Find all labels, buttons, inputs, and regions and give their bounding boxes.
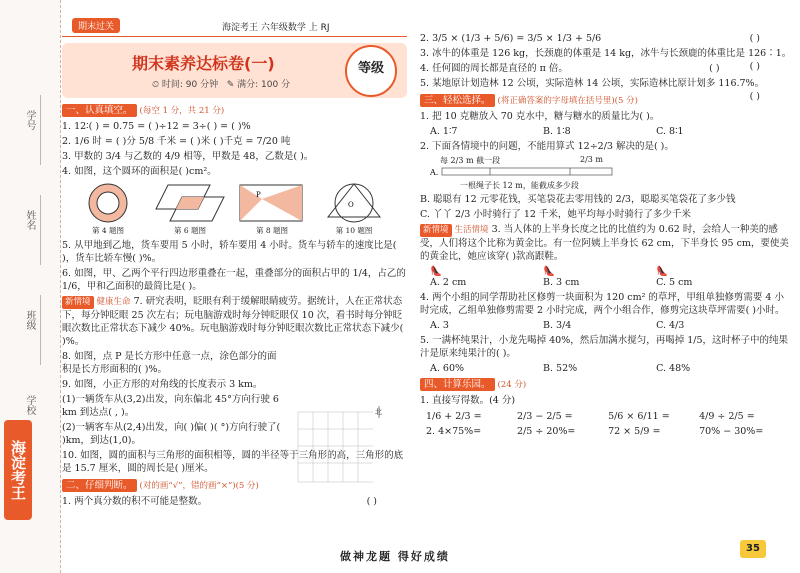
judge-question-4-text: 4. 任何圆的周长都是直径的 π 倍。 xyxy=(420,63,568,74)
judge-question-2 xyxy=(420,32,790,45)
option-c[interactable]: C. 48% xyxy=(656,363,691,374)
footer-slogan: 做神龙题 得好成绩 xyxy=(340,550,450,563)
question-10: 10. 如图，圆的面积与三角形的面积相等，圆的半径等于三角形的高，三角形的底是 15.7 厘米，圆的周长是( )厘米。 xyxy=(62,450,404,474)
title-banner xyxy=(62,43,407,98)
question-7-text: 7. 研究表明，眨眼有利于缓解眼睛疲劳。据统计，人在正常状态下，每分钟眨眼 25 次左右；玩电脑游戏时每分钟眨眼仅 10 次，看书时每分钟眨眼次数比正常状态下减少 40%。玩电脑游戏时每分钟眨眼次数比正常状态下减少( )%。 xyxy=(62,296,404,347)
rope-segment-label: 2/3 m xyxy=(580,155,604,164)
margin-line xyxy=(40,295,41,365)
section-note: (每空 1 分，共 21 分) xyxy=(139,106,225,116)
grade-badge: 等级 xyxy=(345,45,397,97)
binding-margin xyxy=(0,0,61,573)
section-heading xyxy=(420,94,790,108)
margin-label-name: 姓名 xyxy=(24,210,35,230)
svg-text:北: 北 xyxy=(375,408,382,416)
rope-caption: 一根绳子长 12 m，能截成多少段 xyxy=(460,181,579,190)
svg-text:A.: A. xyxy=(430,168,439,177)
parallelogram-figure xyxy=(154,181,226,236)
annulus-figure xyxy=(72,181,144,236)
section-title: 三、轻松选择。 xyxy=(420,94,495,107)
option-a[interactable]: A. 3 xyxy=(430,320,449,331)
option-b[interactable] xyxy=(543,266,653,288)
choice-question-4: 4. 两个小组的同学帮助社区修剪一块面积为 120 cm² 的草坪，甲组单独修剪需要 4 小时完成，乙组单独修剪需要 2 小时完成，两个小组合作，修剪完这块草坪需要( )小时。 xyxy=(420,292,785,316)
answer-bracket[interactable]: ( ) xyxy=(709,63,720,74)
figure-caption: 第 6 题图 xyxy=(173,226,207,235)
question-4: 4. 如图，这个圆环的面积是( )cm²。 xyxy=(62,166,217,177)
circle-triangle-figure xyxy=(318,181,390,236)
section-title: 二、仔细判断。 xyxy=(62,479,137,492)
margin-line xyxy=(40,195,41,265)
header-series: 海淀考王 六年级数学 上 RJ xyxy=(222,23,330,33)
section-title: 一、认真填空。 xyxy=(62,104,137,117)
rope-label: 每 2/3 m 截一段 xyxy=(440,156,501,165)
answer-bracket[interactable]: ( ) xyxy=(749,61,760,72)
choice-options xyxy=(430,320,790,331)
question-9: 9. 如图，小正方形的对角线的长度表示 3 km。 xyxy=(62,379,263,390)
question-9-part-1: (1)一辆货车从(3,2)出发，向东偏北 45°方向行驶 6 km 到达点( , )。 xyxy=(62,394,279,418)
figure-row xyxy=(62,181,407,236)
rope-diagram xyxy=(430,155,790,191)
score-icon: ✎ xyxy=(226,80,235,90)
calc-row-2 xyxy=(426,426,790,437)
section-note: (将正确答案的字母填在括号里)(5 分) xyxy=(497,96,638,106)
shoe-icon: 👠 xyxy=(430,266,442,277)
answer-bracket[interactable]: ( ) xyxy=(749,91,760,102)
rectangle-figure xyxy=(236,181,308,236)
option-b[interactable]: B. 3/4 xyxy=(543,320,572,331)
clock-icon: ⏲ xyxy=(152,80,160,90)
question-5: 5. 从甲地到乙地，货车要用 5 小时，轿车要用 4 小时。货车与轿车的速度比是( )，货车比轿车慢( )%。 xyxy=(62,240,397,264)
question-2: 2. 1/6 时 = ( )分 5/8 千米 = ( )米 ( )千克 = 7/20 吨 xyxy=(62,136,291,147)
option-a[interactable]: A. 1∶7 xyxy=(430,126,458,137)
section-title: 四、计算乐园。 xyxy=(420,378,495,391)
calc-subheading: 1. 直接写得数。(4 分) xyxy=(420,395,516,406)
new-context-tag: 新情境 xyxy=(62,296,94,309)
choice-option-2b[interactable]: B. 聪聪有 12 元零花钱，买笔袋花去零用钱的 2/3，聪聪买笔袋花了多少钱 xyxy=(420,194,736,205)
option-b-label: B. 3 cm xyxy=(543,277,580,288)
option-a[interactable] xyxy=(430,266,540,288)
rope-bar xyxy=(430,165,620,179)
new-context-tag: 新情境 xyxy=(420,224,452,237)
annulus-drawing xyxy=(72,181,144,225)
judge-question-2-text: 2. 3/5 × (1/3 + 5/6) = 3/5 × 1/3 + 5/6 xyxy=(420,33,602,44)
page-title: 期末素养达标卷(一) xyxy=(132,54,275,73)
choice-option-2c[interactable]: C. 丫丫 2/3 小时骑行了 12 千米，她平均每小时骑行了多少千米 xyxy=(420,209,691,220)
margin-label-student-number: 学号 xyxy=(24,110,35,130)
rectangle-drawing xyxy=(236,181,308,225)
section-heading xyxy=(62,104,407,118)
section-note: (24 分) xyxy=(497,380,527,390)
choice-question-5: 5. 一满杯纯果汁，小龙先喝掉 40%，然后加满水搅匀，再喝掉 1/5，这时杯子中的纯果汁是原来纯果汁的( )。 xyxy=(420,335,789,359)
option-b[interactable]: B. 1∶8 xyxy=(543,126,571,137)
choice-options xyxy=(430,266,790,288)
choice-options xyxy=(430,363,790,374)
svg-text:O: O xyxy=(348,201,354,209)
context-subtag: 生活情境 xyxy=(454,225,489,235)
answer-bracket[interactable]: ( ) xyxy=(749,33,760,44)
right-column xyxy=(420,30,790,441)
page-number: 35 xyxy=(740,540,766,558)
choice-question-1: 1. 把 10 克糖放入 70 克水中，糖与糖水的质量比为( )。 xyxy=(420,111,660,122)
calc-item: 70% − 30%= xyxy=(699,426,764,437)
section-heading xyxy=(420,378,790,392)
option-c[interactable]: C. 8∶1 xyxy=(656,126,684,137)
calc-item: 2. 4×75%= xyxy=(426,426,482,437)
option-c-label: C. 5 cm xyxy=(656,277,693,288)
parallelogram-drawing xyxy=(154,181,226,225)
option-b[interactable]: B. 52% xyxy=(543,363,578,374)
calc-item: 2/3 − 2/5 = xyxy=(517,411,573,422)
exam-score: 满分: 100 分 xyxy=(237,80,291,90)
choice-question-3 xyxy=(420,223,790,263)
coordinate-grid xyxy=(283,402,393,492)
calc-row-1 xyxy=(426,411,790,422)
calc-item: 4/9 ÷ 2/5 = xyxy=(699,411,755,422)
circle-triangle-drawing xyxy=(318,181,390,225)
question-3: 3. 甲数的 3/4 与乙数的 4/9 相等，甲数是 48，乙数是( )。 xyxy=(62,151,314,162)
choice-question-3-text: 3. 当人体的上半身长度之比的比值约为 0.62 时，会给人一种美的感受，人们将这个比称为黄金比。有一位阿姨上半身长 62 cm，下半身长 95 cm，要使美的黄金比，她应该穿( )款高跟鞋。 xyxy=(420,224,789,262)
margin-label-school: 学校 xyxy=(24,395,35,415)
section-note: (对的画“√”，错的画“×”)(5 分) xyxy=(139,481,259,491)
margin-label-class: 班级 xyxy=(24,310,35,330)
judge-question-1 xyxy=(62,495,407,508)
calc-item: 2/5 ÷ 20%= xyxy=(517,426,576,437)
context-subtag: 健康生命 xyxy=(96,297,131,307)
question-8: 8. 如图，点 P 是长方形中任意一点，涂色部分的面积是长方形面积的( )%。 xyxy=(62,351,277,375)
judge-question-5-text: 5. 某地原计划造林 12 公顷，实际造林 14 公顷，实际造林比原计划多 116.7%。 xyxy=(420,78,765,89)
judge-question-4 xyxy=(420,62,790,75)
option-a-label: A. 2 cm xyxy=(430,277,467,288)
judge-question-1-text: 1. 两个真分数的积不可能是整数。 xyxy=(62,496,208,507)
shoe-icon: 👠 xyxy=(543,266,555,277)
figure-caption: 第 8 题图 xyxy=(255,226,289,235)
figure-caption: 第 4 题图 xyxy=(91,226,125,235)
margin-line xyxy=(40,95,41,165)
header-tag: 期末过关 xyxy=(72,18,120,33)
choice-options xyxy=(430,126,790,137)
svg-text:P: P xyxy=(256,191,261,199)
figure-caption: 第 10 题图 xyxy=(335,226,373,235)
question-1: 1. 12∶( ) = 0.75 = ( )÷12 = 3÷( ) = ( )% xyxy=(62,121,251,132)
exam-time: 时间: 90 分钟 xyxy=(161,80,219,90)
brand-vertical-logo: 海淀考王 xyxy=(4,420,32,520)
choice-question-2: 2. 下面各情境中的问题，不能用算式 12÷2/3 解决的是( )。 xyxy=(420,141,674,152)
page-header xyxy=(62,18,407,37)
option-c[interactable]: C. 4/3 xyxy=(656,320,685,331)
calc-item: 1/6 + 2/3 = xyxy=(426,411,482,422)
calc-item: 72 × 5/9 = xyxy=(608,426,661,437)
calc-item: 5/6 × 6/11 = xyxy=(608,411,670,422)
question-7 xyxy=(62,295,407,348)
option-c[interactable] xyxy=(656,266,766,288)
exam-info xyxy=(152,77,290,90)
question-9-part-2: (2)一辆客车从(2,4)出发，向( )偏( )( °)方向行驶了( )km，到达(1,0)。 xyxy=(62,422,281,446)
question-6: 6. 如图，甲、乙两个平行四边形重叠在一起，重叠部分的面积占甲的 1/4，占乙的 1/6，甲和乙面积的最简比是( )。 xyxy=(62,268,406,292)
shoe-icon: 👠 xyxy=(656,266,668,277)
option-a[interactable]: A. 60% xyxy=(430,363,465,374)
answer-bracket[interactable]: ( ) xyxy=(366,496,377,507)
judge-question-3-text: 3. 冰牛的体重是 126 kg，长颈鹿的体重是 14 kg，冰牛与长颈鹿的体重比是 126∶1。 xyxy=(420,48,792,59)
